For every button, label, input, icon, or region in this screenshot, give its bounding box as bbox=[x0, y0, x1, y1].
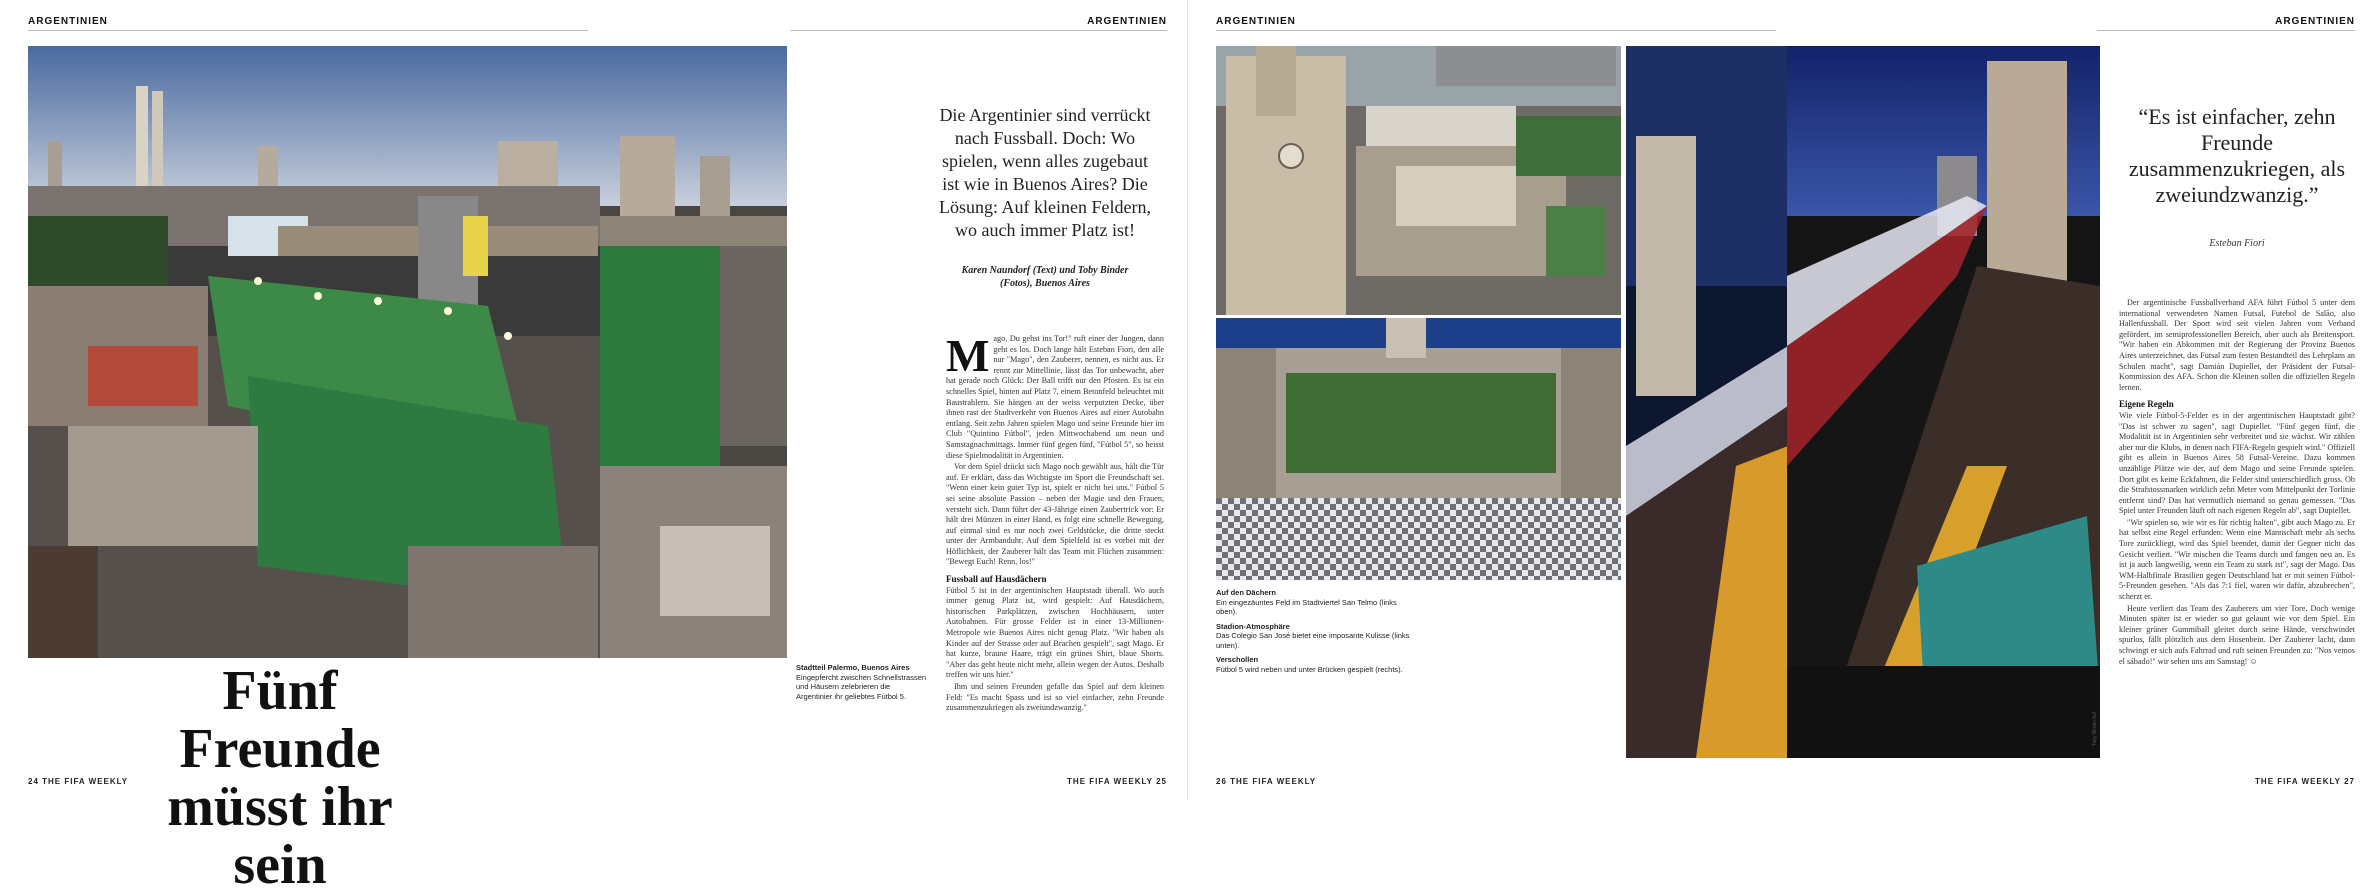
article-p25-paragraph-2: Vor dem Spiel drückt sich Mago noch gewählt aus, hält die Tür auf. Er erklärt, dass das Wichtigste im Sport die Freundschaft sei. "Wenn einer kein guter Typ ist, spielt er nicht bei uns." Fútbol 5 sei seine absolute Passion – neben der Magie und den Frauen, versteht sich. Dann führt der 43-Jährige einen Zaubertrick vor: Er hält drei Münzen in einer Hand, es folgt eine schnelle Bewegung, auf einmal sind es nur noch zwei Geldstücke, die dritte steckt unter der Armbanduhr. Auf dem Spielfeld ist es vorbei mit der Höflichkeit, der Zauberer hält das Team mit Flüchen zusammen: "Bewegt Euch! Renn, los!" bbox=[946, 462, 1164, 567]
caption-main-text: Eingepfercht zwischen Schnellstrassen und Häusern zelebrieren die Argentinier ihr geliebtes Fútbol 5. bbox=[796, 672, 927, 701]
section-label: ARGENTINIEN bbox=[1087, 16, 1167, 27]
caption-item-2-text: Das Colegio San José bietet eine imposante Kulisse (links unten). bbox=[1216, 631, 1410, 650]
article-p27-subhead: Eigene Regeln bbox=[2119, 399, 2174, 410]
headline-line-2: müsst ihr sein bbox=[167, 776, 393, 896]
section-label: ARGENTINIEN bbox=[28, 16, 108, 27]
caption-item-2 bbox=[1216, 622, 1416, 651]
article-p25-paragraph-4: Ihm und seinen Freunden gefalle das Spiel auf dem kleinen Feld: "Es macht Spass und ist so viel einfacher, zehn Freunde zusammenzukriegen als zweiundzwanzig." bbox=[946, 682, 1164, 713]
caption-item-3-title: Verschollen bbox=[1216, 655, 1259, 664]
caption-main-title: Stadtteil Palermo, Buenos Aires bbox=[796, 663, 910, 672]
section-label: ARGENTINIEN bbox=[2275, 16, 2355, 27]
footer-page-27: THE FIFA WEEKLY 27 bbox=[2255, 777, 2355, 786]
dropcap: M bbox=[946, 330, 990, 381]
header-rule bbox=[28, 30, 588, 31]
photo-credit: Toby Binder/laif bbox=[2092, 711, 2098, 746]
photo-rooftop-san-telmo bbox=[1216, 46, 1621, 315]
page-27 bbox=[1787, 0, 2375, 800]
header-rule bbox=[790, 30, 1167, 31]
photo-highway-right bbox=[1787, 46, 2100, 758]
caption-item-3 bbox=[1216, 655, 1416, 674]
article-p27-paragraph-4: Heute verliert das Team des Zauberers um vier Tore. Doch wenige Minuten später ist er wieder so gut gelaunt wie vor dem Spiel. Ein kleiner grüner Gummiball gleitet durch seine Hände, verschwindet spurlos, fällt plötzlich aus dem Hosenbein. Der Zauberer lacht, dann schwingt er sich aufs Fahrrad und ruft seinen Freunden zu: "Nos vemos el sábado!" wir sehen uns am Samstag! ☺ bbox=[2119, 603, 2355, 666]
main-photo-palermo-right bbox=[600, 46, 787, 658]
main-photo-palermo bbox=[28, 46, 600, 658]
photo-highway-left bbox=[1626, 46, 1788, 758]
headline bbox=[130, 662, 430, 894]
header-rule bbox=[2097, 30, 2355, 31]
header-rule bbox=[1216, 30, 1776, 31]
article-column-p27 bbox=[2119, 298, 2355, 668]
caption-p26 bbox=[1216, 588, 1416, 674]
intro-text: Die Argentinier sind verrückt nach Fussball. Doch: Wo spielen, wenn alles zugebaut ist wie in Buenos Aires? Die Lösung: Auf kleinen Feldern, wo auch immer Platz ist! bbox=[939, 105, 1151, 240]
footer-page-24: 24 THE FIFA WEEKLY bbox=[28, 777, 129, 786]
photo-colegio-san-jose bbox=[1216, 318, 1621, 580]
article-p27-paragraph-1: Der argentinische Fussballverband AFA führt Fútbol 5 unter dem international verwendeten Namen Futsal, Futebol de Salão, also Hallenfussball. Der Sport wird seit vielen Jahren vom Verband gefördert, im semiprofessionellen Bereich, aber auch als Breitensport. "Wir haben ein Abkommen mit der Regierung der Provinz Buenos Aires unterzeichnet, das Futsal zum festen Bestandteil des Lehrplans an Schulen macht", sagt Damián Dupiellet, der Präsident der Futsal-Kommission des AFA. Schon die Kleinen sollen die offiziellen Regeln lernen. bbox=[2119, 298, 2355, 392]
pull-quote: “Es ist einfacher, zehn Freunde zusammenzukriegen, als zweiundzwanzig.” bbox=[2128, 104, 2346, 207]
caption-item-1-text: Ein eingezäuntes Feld im Stadtviertel San Telmo (links oben). bbox=[1216, 597, 1397, 616]
article-column-p25 bbox=[946, 330, 1164, 715]
article-p25-paragraph-3: Fútbol 5 ist in der argentinischen Hauptstadt überall. Wo auch immer genug Platz ist, wird gespielt: Auf Hausdächern, historischen Parkplätzen, zwischen Hochhäusern, unter Autobahnen. Für grosse Felder ist in einer 13-Millionen-Metropole wie Buenos Aires nicht genug Platz. "Wir haben als Kinder auf der Strasse oder auf Brachen gespielt", sagt Mago. Er hat kurze, braune Haare, trägt ein grünes Shirt, blaue Shorts. "Aber das geht heute nicht mehr, allein wegen der Autos. Deshalb treffen wir uns hier." bbox=[946, 585, 1164, 680]
page-25 bbox=[600, 0, 1187, 800]
footer-page-25: THE FIFA WEEKLY 25 bbox=[1067, 777, 1167, 786]
article-p25-paragraph-1: ago, Du gehst ins Tor!" ruft einer der Jungen, dann geht es los. Doch lange hält Esteban Fiori, den alle nur "Mago", den Zauberer, nennen, es nicht aus. Er rennt zur Mittellinie, lässt das Tor unbewacht, aber hat gerade noch Glück: Der Ball trifft nur den Pfosten. Es ist ein schnelles Spiel, hinten auf Platz 7, einem Betonfeld beleuchtet mit Baustrahlern. Sie hängen an der weiss verputzten Decke, über ihnen rast der Stadtverkehr von Buenos Aires auf einer Autobahn entlang. Seit zehn Jahren spielen Mago und seine Freunde hier im Club "Quintino Fútbol", jeden Mittwochabend um neun und Samstagnachmittags. Immer fünf gegen fünf, "Fútbol 5", so heisst diese Spielmodalität in Argentinien. bbox=[946, 334, 1164, 460]
caption-main-photo bbox=[796, 663, 928, 701]
caption-item-2-title: Stadion-Atmosphäre bbox=[1216, 621, 1290, 631]
footer-page-26: 26 THE FIFA WEEKLY bbox=[1216, 777, 1317, 786]
article-p27-paragraph-2: Wie viele Fútbol-5-Felder es in der argentinischen Hauptstadt gibt? "Das ist schwer zu sagen", sagt Dupiellet. "Fünf gegen fünf, die Modalität ist in Argentinien sehr verbreitet und sie wächst. Wir zählen aber nur die Klubs, in denen nach FIFA-Regeln gespielt wird." Offiziell gibt es allein in Buenos Aires 58 Futsal-Vereine. Dazu kommen unzählige Plätze wie der, auf dem Mago und seine Freunde spielen. Dort gibt es keine Eckfahnen, die Felder sind unterschiedlich gross. Ob die Strafstossmarken wirklich zehn Meter vom Mittelpunkt der Torlinie entfernt sind? Das hat vermutlich niemand so genau gemessen. "Das Spiel unter Freunden läuft oft nach eigenen Regeln ab", sagt Dupiellet. bbox=[2119, 410, 2355, 516]
caption-item-3-text: Fútbol 5 wird neben und unter Brücken gespielt (rechts). bbox=[1216, 664, 1403, 674]
caption-item-1 bbox=[1216, 588, 1416, 617]
pull-quote-author: Esteban Fiori bbox=[2209, 238, 2265, 249]
page-26 bbox=[1187, 0, 1787, 800]
author-credit: Karen Naundorf (Text) und Toby Binder (Fotos), Buenos Aires bbox=[961, 265, 1129, 289]
article-p27-paragraph-3: "Wir spielen so, wie wir es für richtig halten", gibt auch Mago zu. Er hat selbst eine Regel erfunden: Wenn eine Mannschaft mehr als sechs Tore zurückliegt, wird das Spiel beendet, damit der Gegner nicht das Gesicht verliert. "Wir mischen die Teams durch und fangen neu an. Es ist ja auch langweilig, wenn ein Team zu stark ist", sagt der Mago. Das WM-Halbfinale Brasilien gegen Deutschland hat er mit seinen Fútbol-5-Freunden gesehen. "Als das 7:1 fiel, waren wir dafür, abzubrechen", scherzt er. bbox=[2119, 517, 2355, 602]
caption-item-1-title: Auf den Dächern bbox=[1216, 588, 1277, 597]
section-label: ARGENTINIEN bbox=[1216, 16, 1296, 27]
headline-line-1: Fünf Freunde bbox=[179, 660, 381, 780]
article-p25-subhead: Fussball auf Hausdächern bbox=[946, 574, 1047, 585]
page-24 bbox=[0, 0, 600, 896]
